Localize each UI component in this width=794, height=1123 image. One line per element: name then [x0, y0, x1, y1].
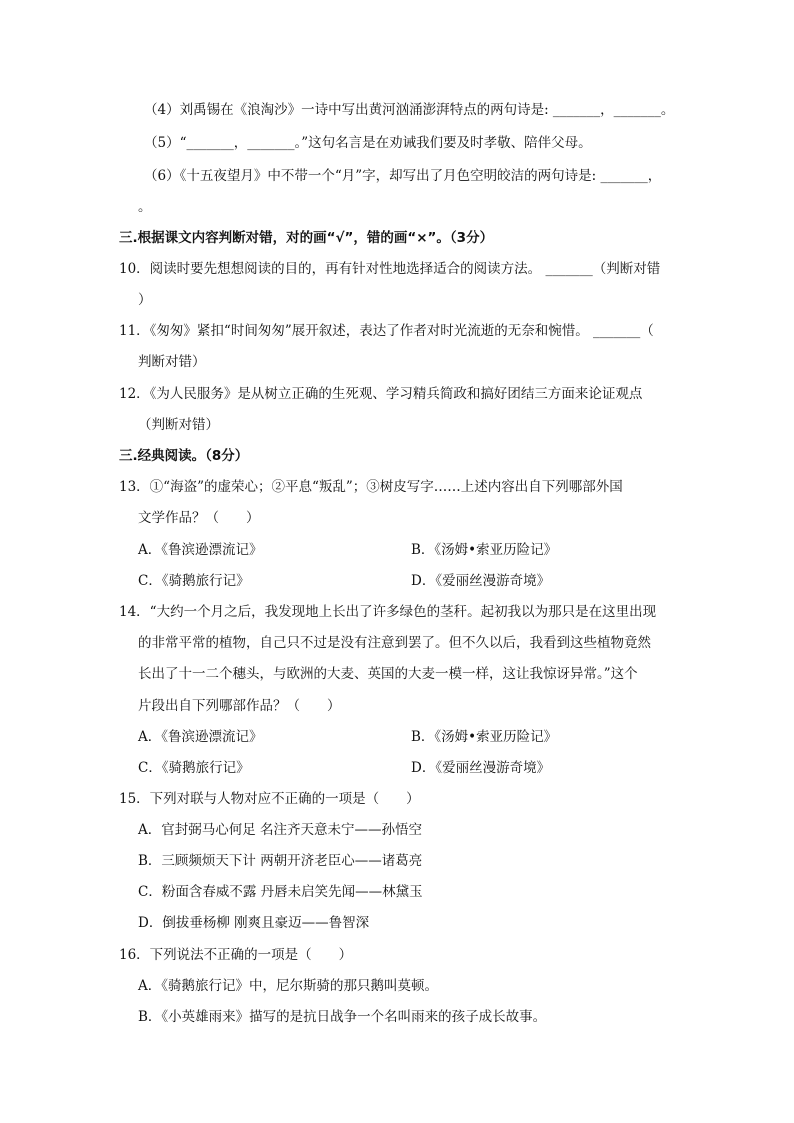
question-14-cont-2: 长出了十一二个穗头，与欧洲的大麦、英国的大麦一模一样，这让我惊讶异常。”这个 — [138, 666, 638, 682]
question-13: 13．①“海盗”的虚荣心；②平息“叛乱”；③树皮写字……上述内容出自下列哪部外国 — [119, 479, 623, 495]
q15-option-b: B．三顾频烦天下计 两朝开济老臣心——诸葛亮 — [138, 853, 423, 869]
fill-item-4: （4）刘禹锡在《浪淘沙》一诗中写出黄河汹涌澎湃特点的两句诗是: _______，_______。 — [144, 102, 675, 118]
q13-option-b: B．《汤姆•索亚历险记》 — [411, 542, 558, 558]
fill-item-6-cont: 。 — [138, 199, 152, 215]
q14-option-d: D．《爱丽丝漫游奇境》 — [411, 760, 551, 776]
question-14-cont-3: 片段出自下列哪部作品？（ ） — [138, 698, 341, 714]
q14-option-b: B．《汤姆•索亚历险记》 — [411, 729, 558, 745]
fill-item-6: （6）《十五夜望月》中不带一个“月”字，却写出了月色空明皎洁的两句诗是: _______， — [144, 168, 662, 184]
section-heading-reading: 三.经典阅读。（8分） — [119, 448, 249, 464]
q15-option-c: C．粉面含春威不露 丹唇未启笑先闻——林黛玉 — [138, 884, 423, 900]
section-heading-judge: 三.根据课文内容判断对错，对的画“√”，错的画“×”。（3分） — [119, 230, 494, 246]
q15-option-d: D．倒拔垂杨柳 刚爽且豪迈——鲁智深 — [138, 915, 370, 931]
fill-item-5: （5）“_______，_______。”这句名言是在劝诫我们要及时孝敬、陪伴父母。 — [144, 135, 592, 151]
q15-option-a: A．官封弼马心何足 名注齐天意未宁——孙悟空 — [138, 822, 423, 838]
q13-option-d: D．《爱丽丝漫游奇境》 — [411, 573, 551, 589]
q14-option-a: A．《鲁滨逊漂流记》 — [138, 729, 263, 745]
question-16: 16．下列说法不正确的一项是（ ） — [119, 947, 353, 963]
q13-option-a: A．《鲁滨逊漂流记》 — [138, 542, 263, 558]
question-12: 12．《为人民服务》是从树立正确的生死观、学习精兵简政和搞好团结三方面来论证观点 — [119, 386, 643, 402]
q13-option-c: C．《骑鹅旅行记》 — [138, 573, 250, 589]
question-10: 10．阅读时要先想想阅读的目的，再有针对性地选择适合的阅读方法。 _______（判断对错 — [119, 261, 661, 277]
question-12-cont: （判断对错） — [138, 417, 219, 433]
question-11: 11．《匆匆》紧扣“时间匆匆”展开叙述，表达了作者对时光流逝的无奈和惋惜。 _______（ — [119, 323, 654, 339]
question-11-cont: 判断对错） — [138, 354, 206, 370]
question-14: 14．“大约一个月之后，我发现地上长出了许多绿色的茎秆。起初我以为那只是在这里出现 — [119, 604, 657, 620]
question-10-cont: ） — [138, 292, 152, 308]
q14-option-c: C．《骑鹅旅行记》 — [138, 760, 250, 776]
q16-option-b: B．《小英雄雨来》描写的是抗日战争一个名叫雨来的孩子成长故事。 — [138, 1009, 547, 1025]
question-14-cont-1: 的非常平常的植物，自己只不过是没有注意到罢了。但不久以后，我看到这些植物竟然 — [138, 635, 651, 651]
question-13-cont: 文学作品？（ ） — [138, 510, 260, 526]
q16-option-a: A．《骑鹅旅行记》中，尼尔斯骑的那只鹅叫莫顿。 — [138, 978, 438, 994]
question-15: 15．下列对联与人物对应不正确的一项是（ ） — [119, 791, 420, 807]
